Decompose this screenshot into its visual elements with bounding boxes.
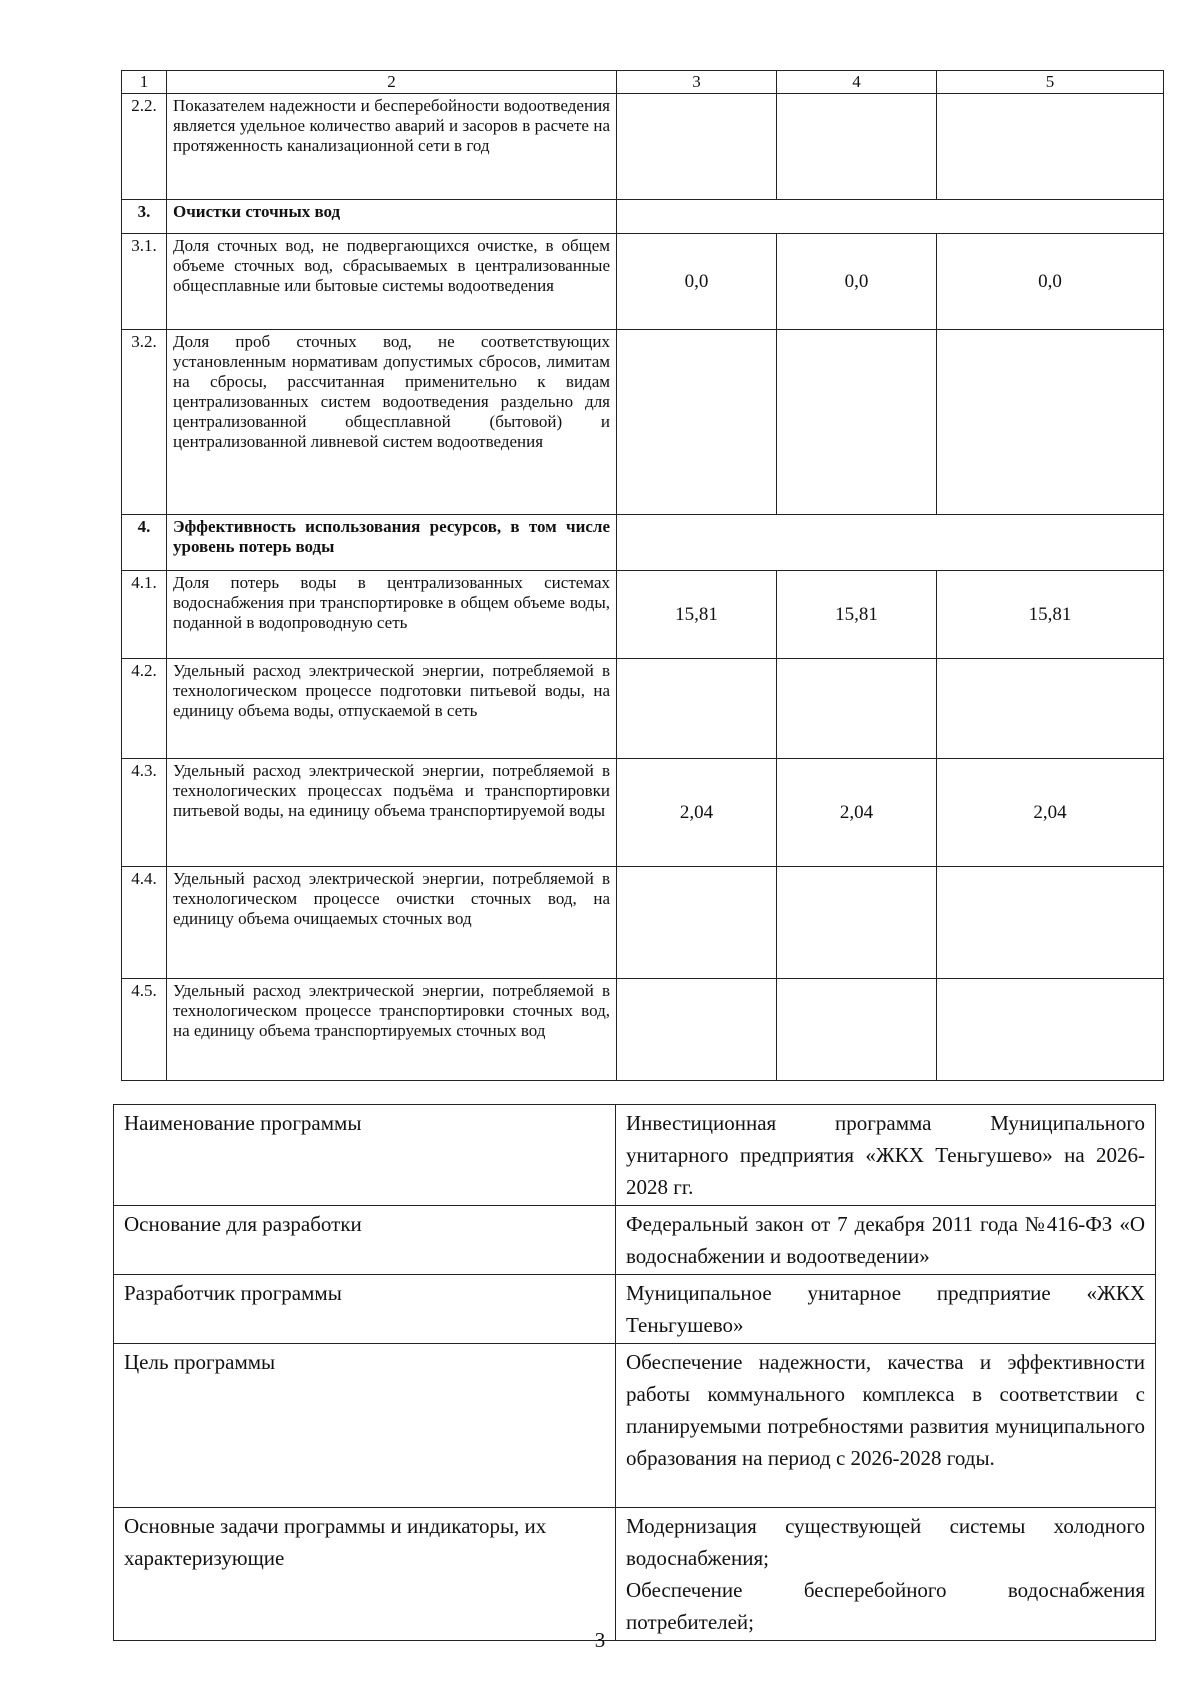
indicator-name: Удельный расход электрической энергии, потребляемой в технологических процессах подъёма и транспортировки питьевой воды, на единицу объема транспортируемой воды [167, 759, 617, 867]
indicator-value-2028 [937, 659, 1164, 759]
section-empty-cell [617, 200, 1164, 234]
column-number: 2 [167, 71, 617, 94]
section-empty-cell [617, 515, 1164, 571]
table-row [122, 659, 1164, 759]
indicator-value-2028 [937, 330, 1164, 515]
column-number: 5 [937, 71, 1164, 94]
passport-label: Наименование программы [114, 1105, 616, 1206]
passport-value: Обеспечение надежности, качества и эффективности работы коммунального комплекса в соответствии с планируемыми потребностями развития муниципального образования на период с 2026-2028 годы. [616, 1344, 1156, 1508]
passport-row [114, 1105, 1156, 1206]
indicator-value-2027: 0,0 [777, 234, 937, 330]
indicator-value-2026 [617, 330, 777, 515]
indicators-table [121, 70, 1164, 1081]
passport-row [114, 1344, 1156, 1508]
passport-value: Муниципальное унитарное предприятие «ЖКХ Теньгушево» [616, 1275, 1156, 1344]
column-number: 4 [777, 71, 937, 94]
indicator-value-2027: 2,04 [777, 759, 937, 867]
indicator-value-2028 [937, 867, 1164, 979]
section-number: 3. [122, 200, 167, 234]
table-row [122, 94, 1164, 200]
row-number: 4.5. [122, 979, 167, 1081]
page-number: 3 [594, 1628, 606, 1652]
passport-label: Основные задачи программы и индикаторы, их характеризующие [114, 1508, 616, 1641]
passport-row [114, 1275, 1156, 1344]
indicator-value-2026 [617, 659, 777, 759]
section-number: 4. [122, 515, 167, 571]
section-row [122, 200, 1164, 234]
indicator-value-2028: 2,04 [937, 759, 1164, 867]
indicator-name: Доля проб сточных вод, не соответствующих установленным нормативам допустимых сбросов, лимитам на сбросы, рассчитанная применительно к видам централизованных систем водоотведения раздельно для централизованной общесплавной (бытовой) и централизованной ливневой систем водоотведения [167, 330, 617, 515]
indicator-name: Доля потерь воды в централизованных системах водоснабжения при транспортировке в общем объеме воды, поданной в водопроводную сеть [167, 571, 617, 659]
row-number: 3.1. [122, 234, 167, 330]
row-number: 4.3. [122, 759, 167, 867]
section-row [122, 515, 1164, 571]
column-number: 3 [617, 71, 777, 94]
indicator-name: Удельный расход электрической энергии, потребляемой в технологическом процессе подготовки питьевой воды, на единицу объема воды, отпускаемой в сеть [167, 659, 617, 759]
section-title: Очистки сточных вод [167, 200, 617, 234]
indicator-value-2028: 15,81 [937, 571, 1164, 659]
row-number: 4.4. [122, 867, 167, 979]
indicator-value-2026: 0,0 [617, 234, 777, 330]
indicator-value-2027 [777, 94, 937, 200]
table-row [122, 867, 1164, 979]
table-row [122, 571, 1164, 659]
passport-value: Федеральный закон от 7 декабря 2011 года №416-ФЗ «О водоснабжении и водоотведении» [616, 1206, 1156, 1275]
table-row [122, 330, 1164, 515]
indicator-value-2026 [617, 94, 777, 200]
program-passport-table [113, 1104, 1156, 1641]
passport-value: Инвестиционная программа Муниципального унитарного предприятия «ЖКХ Теньгушево» на 2026-2028 гг. [616, 1105, 1156, 1206]
indicator-value-2026 [617, 867, 777, 979]
row-number: 3.2. [122, 330, 167, 515]
indicator-value-2026 [617, 979, 777, 1081]
column-number: 1 [122, 71, 167, 94]
indicator-value-2027 [777, 330, 937, 515]
indicator-value-2028 [937, 94, 1164, 200]
passport-value: Модернизация существующей системы холодного водоснабжения; [626, 1514, 1145, 1570]
indicator-name: Удельный расход электрической энергии, потребляемой в технологическом процессе очистки сточных вод, на единицу объема очищаемых сточных вод [167, 867, 617, 979]
indicator-value-2028 [937, 979, 1164, 1081]
passport-row [114, 1206, 1156, 1275]
table-row [122, 234, 1164, 330]
row-number: 4.1. [122, 571, 167, 659]
table-row [122, 979, 1164, 1081]
indicator-value-2027: 15,81 [777, 571, 937, 659]
passport-row [114, 1508, 1156, 1641]
row-number: 4.2. [122, 659, 167, 759]
indicator-value-2026: 15,81 [617, 571, 777, 659]
indicator-name: Показателем надежности и бесперебойности водоотведения является удельное количество аварий и засоров в расчете на протяженность канализационной сети в год [167, 94, 617, 200]
passport-value-cell [616, 1508, 1156, 1641]
indicator-name: Доля сточных вод, не подвергающихся очистке, в общем объеме сточных вод, сбрасываемых в централизованные общесплавные или бытовые системы водоотведения [167, 234, 617, 330]
indicator-value-2027 [777, 867, 937, 979]
indicator-name: Удельный расход электрической энергии, потребляемой в технологическом процессе транспортировки сточных вод, на единицу объема транспортируемых сточных вод [167, 979, 617, 1081]
indicator-value-2026: 2,04 [617, 759, 777, 867]
passport-label: Разработчик программы [114, 1275, 616, 1344]
table-row [122, 759, 1164, 867]
indicator-value-2028: 0,0 [937, 234, 1164, 330]
section-title: Эффективность использования ресурсов, в том числе уровень потерь воды [167, 515, 617, 571]
indicator-value-2027 [777, 659, 937, 759]
table-header-row [122, 71, 1164, 94]
passport-label: Основание для разработки [114, 1206, 616, 1275]
indicator-value-2027 [777, 979, 937, 1081]
row-number: 2.2. [122, 94, 167, 200]
passport-value: Обеспечение бесперебойного водоснабжения потребителей; [626, 1578, 1145, 1634]
passport-label: Цель программы [114, 1344, 616, 1508]
